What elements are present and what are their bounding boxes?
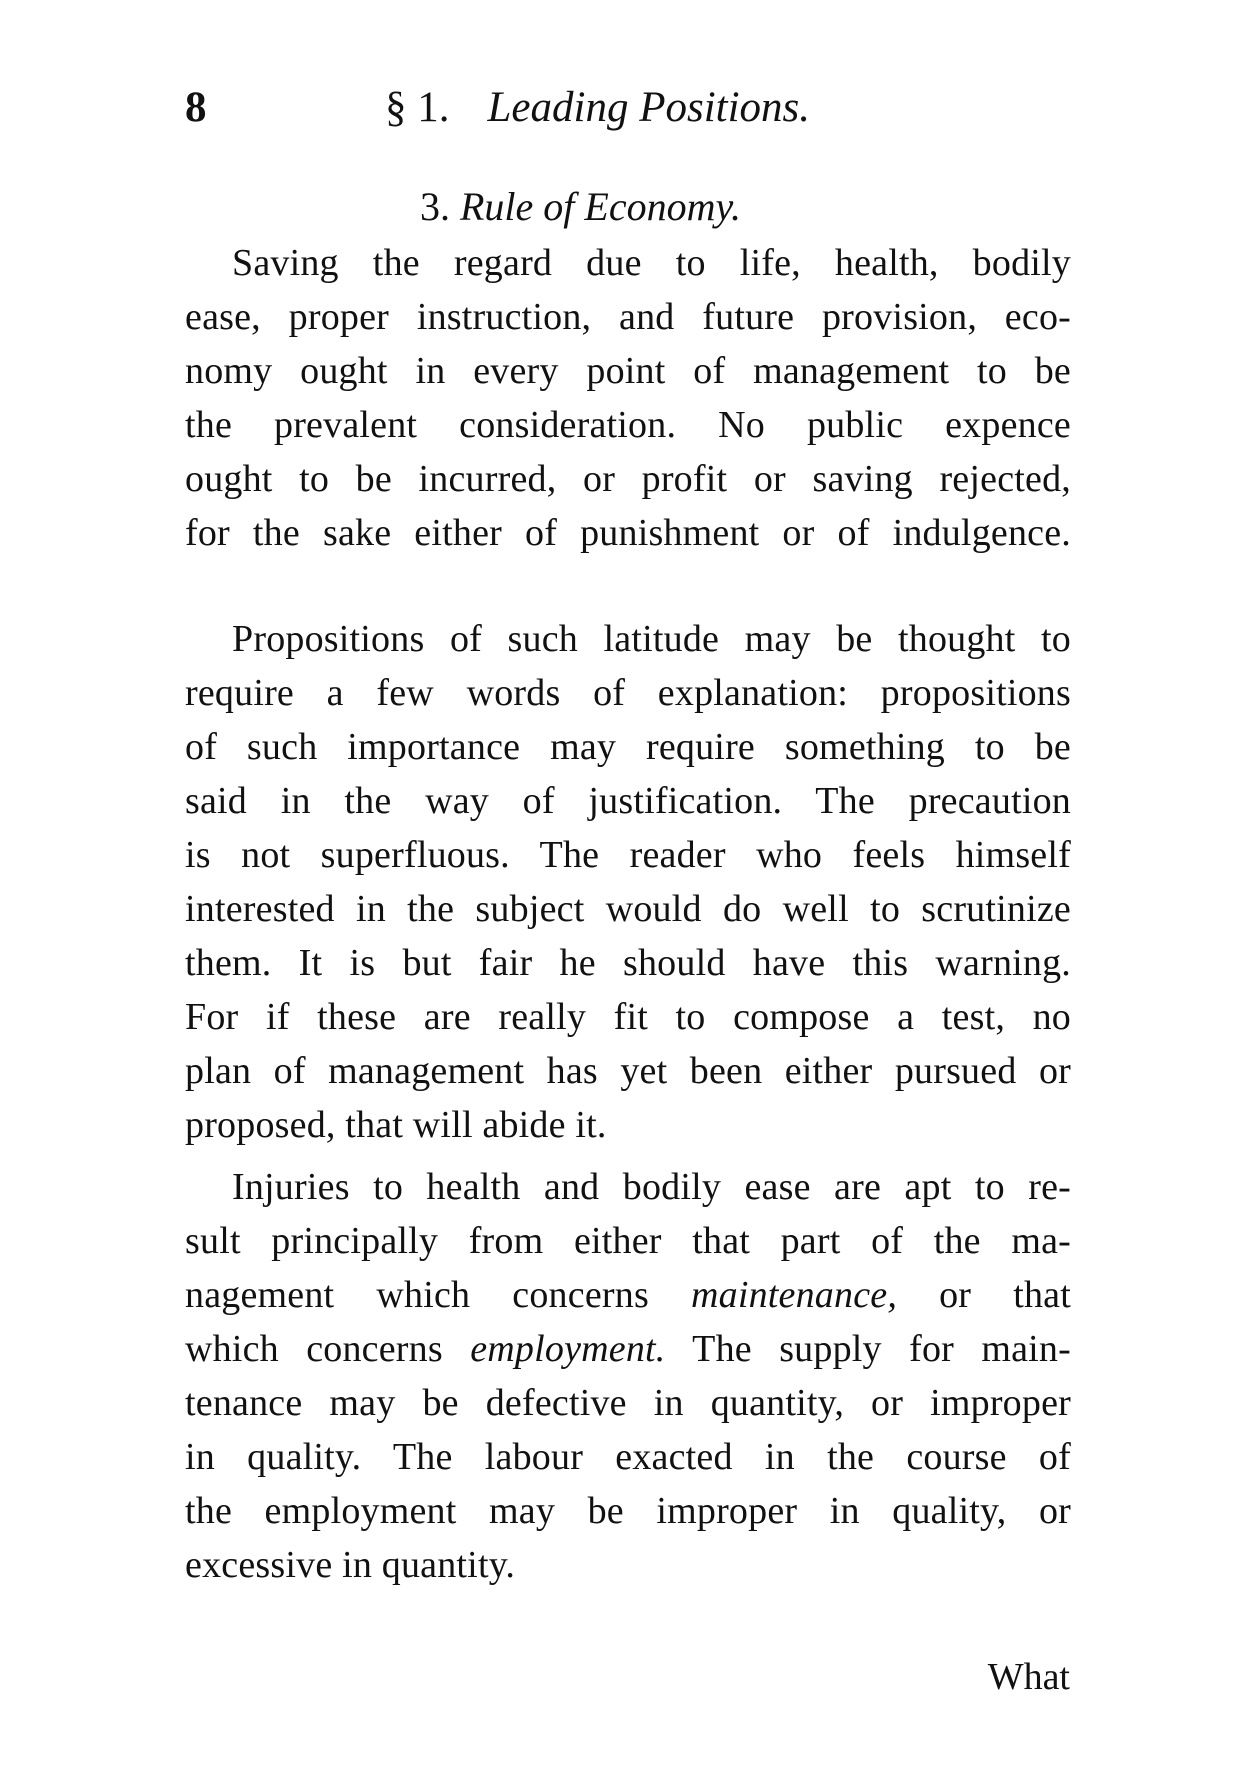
italic-term-maintenance: maintenance,	[690, 1274, 898, 1316]
paragraph-3-line: tenance may be defective in quantity, or improper	[185, 1382, 1071, 1424]
italic-term-employment: employment.	[470, 1328, 666, 1370]
catchword: What	[987, 1656, 1070, 1698]
paragraph-3-line: the employment may be improper in quality, or	[185, 1490, 1071, 1532]
line-text: nagement which concerns	[185, 1274, 691, 1316]
paragraph-2-line: For if these are really fit to compose a test, no	[185, 996, 1071, 1038]
paragraph-2-line: interested in the subject would do well to scrutinize	[185, 888, 1071, 930]
paragraph-2-line: plan of management has yet been either pursued or	[185, 1050, 1071, 1092]
paragraph-1-line: nomy ought in every point of management to be	[185, 350, 1071, 392]
paragraph-3-line: in quality. The labour exacted in the course of	[185, 1436, 1071, 1478]
paragraph-3-line: sult principally from either that part of the ma-	[185, 1220, 1071, 1262]
paragraph-1-line: for the sake either of punishment or of indulgence.	[185, 512, 1071, 554]
paragraph-2-line: proposed, that will abide it.	[185, 1104, 607, 1146]
line-text: which concerns	[185, 1328, 471, 1370]
paragraph-2-line: require a few words of explanation: propositions	[185, 672, 1071, 714]
section-name: Leading Positions.	[487, 84, 811, 131]
paragraph-3-line: excessive in quantity.	[185, 1544, 516, 1586]
section-mark: § 1.	[385, 84, 450, 131]
rule-title: Rule of Economy.	[460, 184, 742, 229]
line-text: or that	[897, 1274, 1071, 1316]
paragraph-3-line	[185, 1322, 1071, 1376]
rule-number: 3.	[420, 184, 450, 229]
paragraph-3-line: Injuries to health and bodily ease are apt to re-	[232, 1166, 1071, 1208]
rule-heading	[420, 180, 940, 234]
running-head	[185, 78, 1085, 138]
page-number: 8	[185, 84, 207, 131]
paragraph-3-line	[185, 1268, 1071, 1322]
paragraph-1-line: Saving the regard due to life, health, bodily	[232, 242, 1071, 284]
paragraph-1-line: ease, proper instruction, and future provision, eco-	[185, 296, 1071, 338]
section-title	[385, 78, 810, 138]
paragraph-2-line: said in the way of justification. The precaution	[185, 780, 1071, 822]
line-text: The supply for main-	[665, 1328, 1071, 1370]
paragraph-1-line: ought to be incurred, or profit or saving rejected,	[185, 458, 1071, 500]
paragraph-2-line: is not superfluous. The reader who feels himself	[185, 834, 1071, 876]
paragraph-2-line: of such importance may require something to be	[185, 726, 1071, 768]
paragraph-2-line: Propositions of such latitude may be thought to	[232, 618, 1071, 660]
paragraph-1-line: the prevalent consideration. No public expence	[185, 404, 1071, 446]
paragraph-2-line: them. It is but fair he should have this warning.	[185, 942, 1071, 984]
